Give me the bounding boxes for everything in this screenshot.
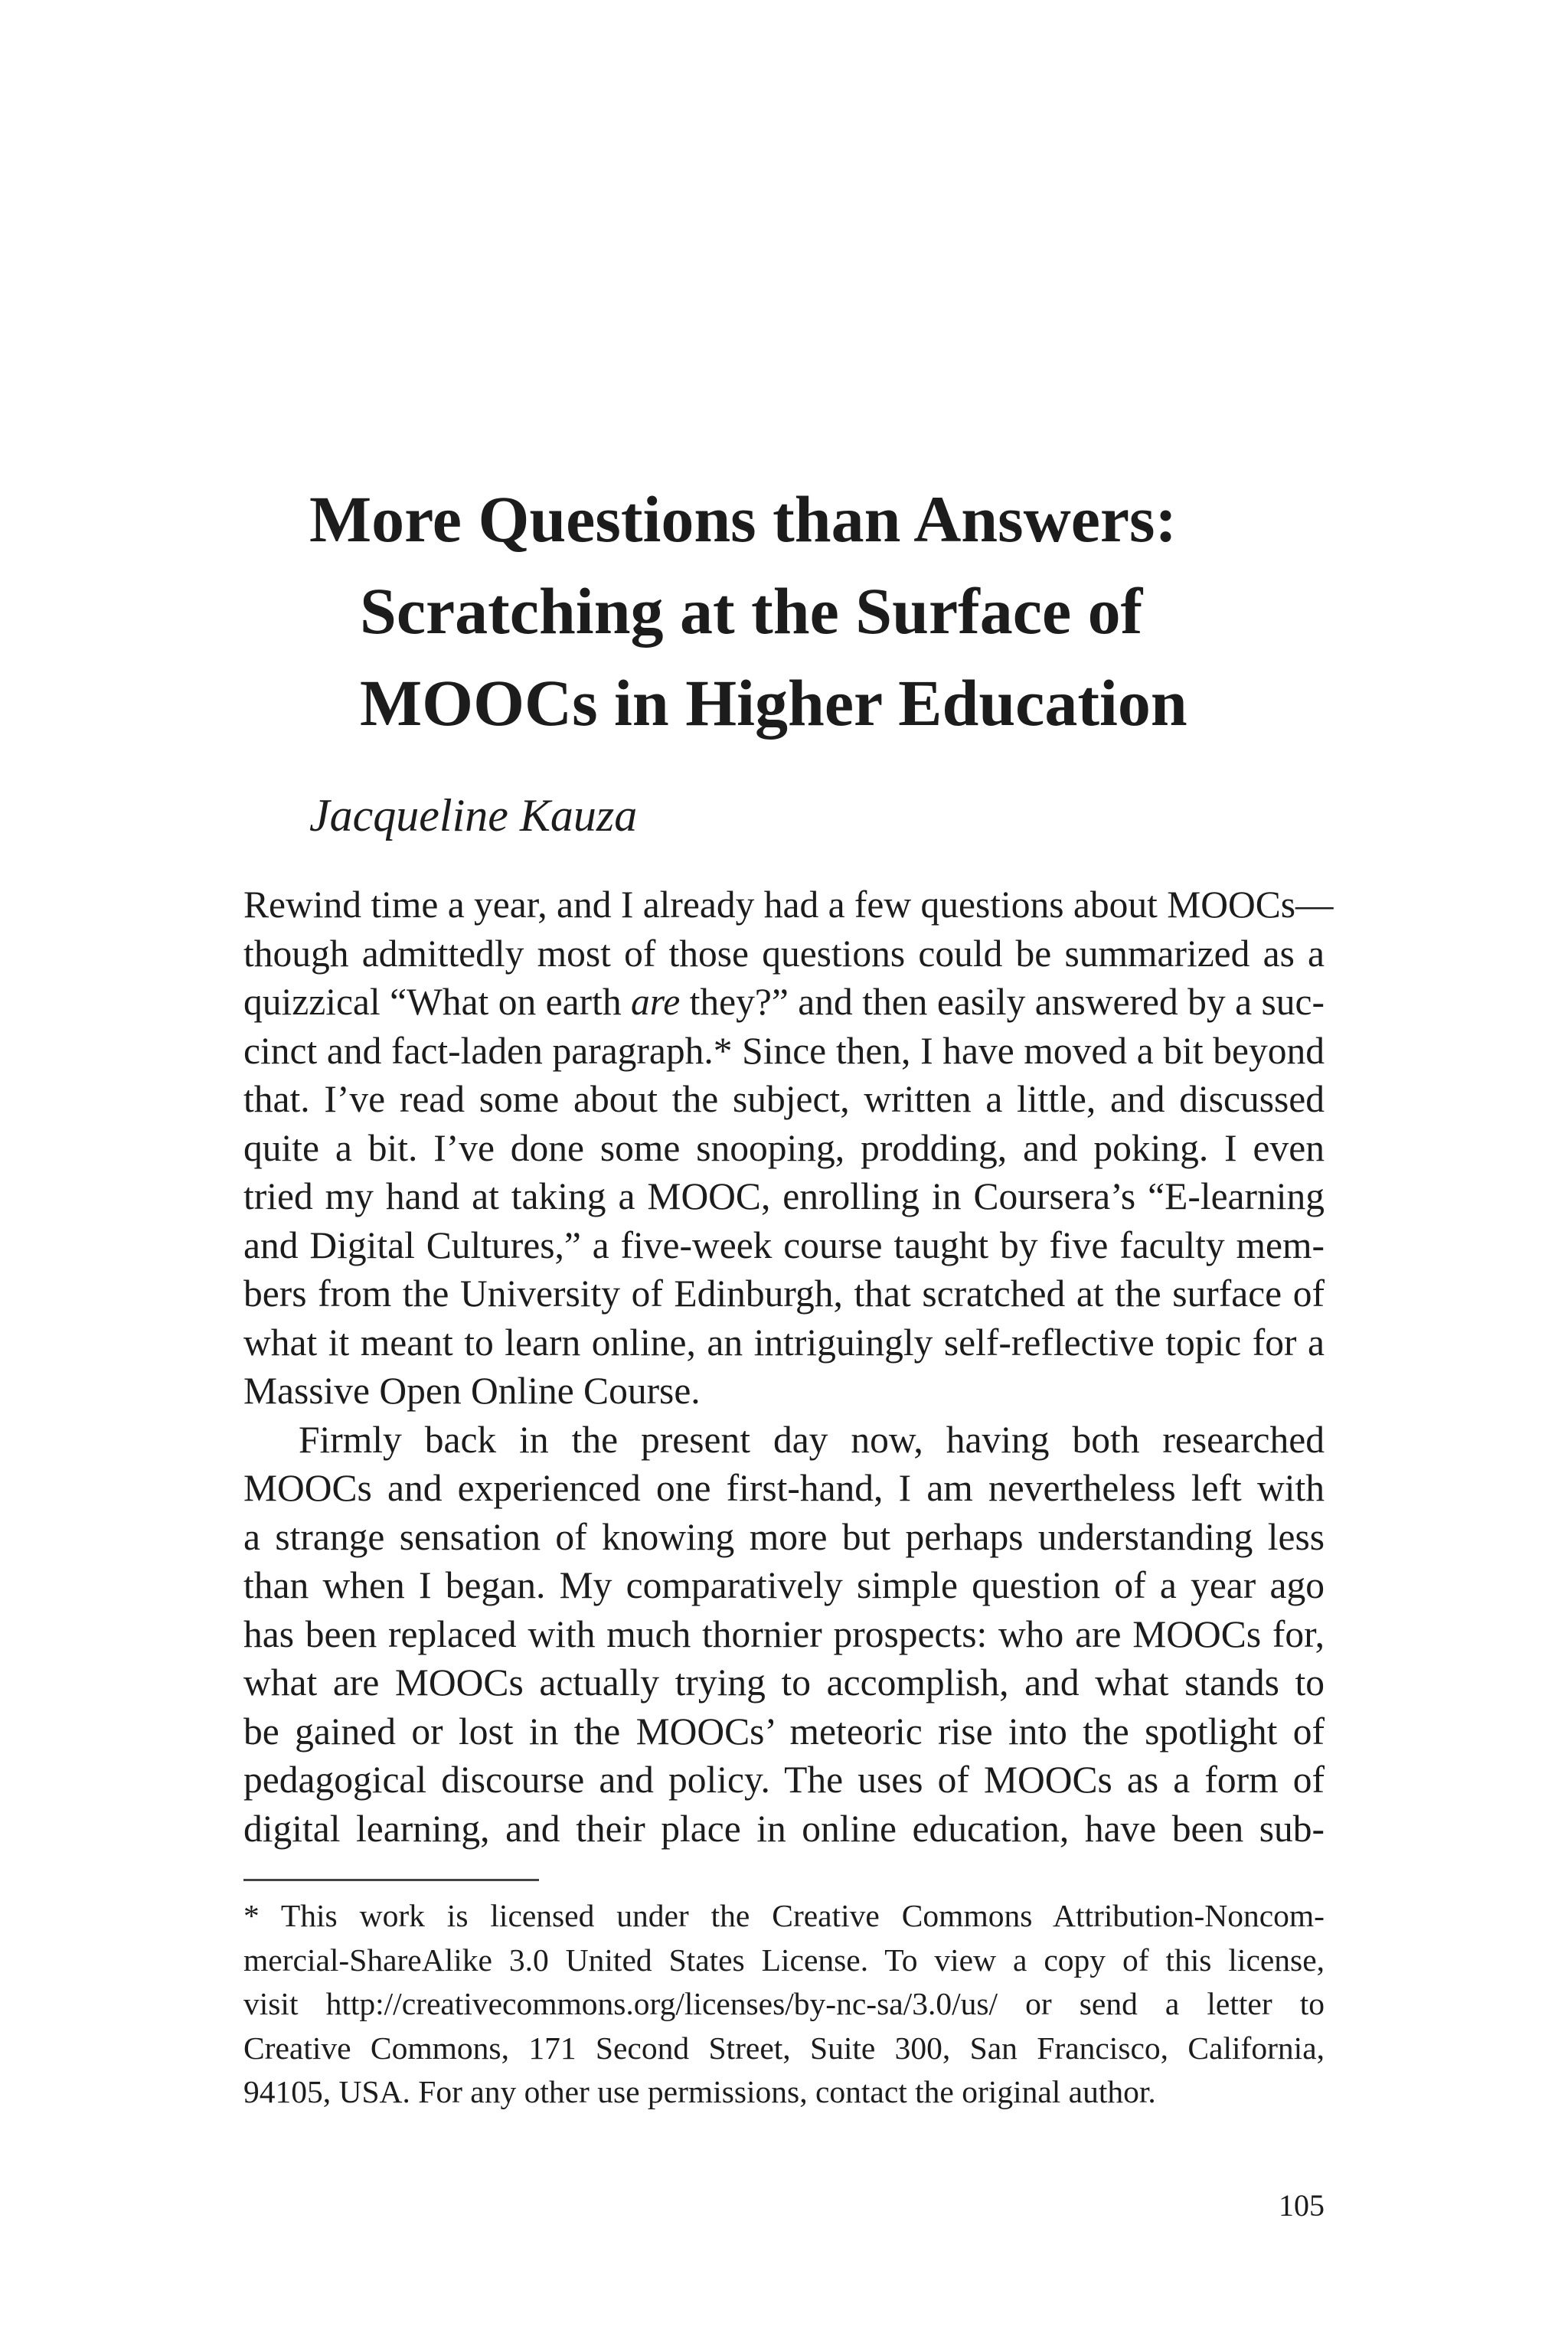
chapter-title-line: MOOCs in Higher Education	[360, 666, 1187, 740]
footnote-line: mercial-ShareAlike 3.0 United States License. To view a copy of this license,	[243, 1942, 1325, 1978]
chapter-title-line: Scratching at the Surface of	[360, 574, 1143, 648]
author-name: Jacqueline Kauza	[309, 790, 638, 841]
text-line: though admittedly most of those questions could be summarized as a	[243, 932, 1325, 975]
text-line: a strange sensation of knowing more but perhaps understanding less	[243, 1515, 1325, 1558]
text-line: Massive Open Online Course.	[243, 1370, 701, 1412]
paragraph-1	[243, 880, 1334, 1416]
footnote-line: visit http://creativecommons.org/licenses/by-nc-sa/3.0/us/ or send a letter to	[243, 1986, 1325, 2021]
text-line: pedagogical discourse and policy. The uses of MOOCs as a form of	[243, 1759, 1325, 1801]
text-line: what it meant to learn online, an intriguingly self-reflective topic for a	[243, 1321, 1325, 1364]
text-line: and Digital Cultures,” a five-week course taught by five faculty mem-	[243, 1223, 1325, 1266]
text-line: bers from the University of Edinburgh, that scratched at the surface of	[243, 1272, 1325, 1315]
text-line: cinct and fact-laden paragraph.* Since then, I have moved a bit beyond	[243, 1029, 1325, 1072]
footnote-line: 94105, USA. For any other use permissions, contact the original author.	[243, 2074, 1156, 2109]
text-run: quizzical “What on earth	[243, 981, 632, 1023]
text-line: what are MOOCs actually trying to accomplish, and what stands to	[243, 1661, 1325, 1704]
text-line: tried my hand at taking a MOOC, enrolling in Coursera’s “E-learning	[243, 1175, 1325, 1217]
text-line: quite a bit. I’ve done some snooping, prodding, and poking. I even	[243, 1126, 1325, 1169]
text-line	[243, 978, 1325, 1027]
text-line: than when I began. My comparatively simple question of a year ago	[243, 1564, 1325, 1606]
text-line: Firmly back in the present day now, having both researched	[299, 1418, 1325, 1461]
emphasis-text: are	[631, 981, 681, 1023]
text-line: be gained or lost in the MOOCs’ meteoric rise into the spotlight of	[243, 1710, 1325, 1753]
text-run: they?” and then easily answered by a suc-	[680, 981, 1325, 1023]
paragraph-2	[243, 1416, 1325, 1854]
footnote	[243, 1894, 1325, 2115]
footnote-divider	[243, 1879, 539, 1881]
text-line: Rewind time a year, and I already had a few questions about MOOCs—	[243, 884, 1334, 926]
page-number: 105	[1279, 2188, 1325, 2223]
footnote-line: * This work is licensed under the Creative Commons Attribution-Noncom-	[243, 1898, 1325, 1933]
text-line: has been replaced with much thornier prospects: who are MOOCs for,	[243, 1612, 1325, 1655]
text-line: MOOCs and experienced one first-hand, I am nevertheless left with	[243, 1467, 1325, 1509]
chapter-title	[309, 473, 1381, 749]
footnote-line: Creative Commons, 171 Second Street, Suite 300, San Francisco, California,	[243, 2030, 1325, 2066]
text-line: digital learning, and their place in online education, have been sub-	[243, 1807, 1325, 1850]
text-line: that. I’ve read some about the subject, written a little, and discussed	[243, 1078, 1325, 1120]
body-text	[243, 880, 1334, 1853]
chapter-title-line: More Questions than Answers:	[309, 482, 1178, 556]
